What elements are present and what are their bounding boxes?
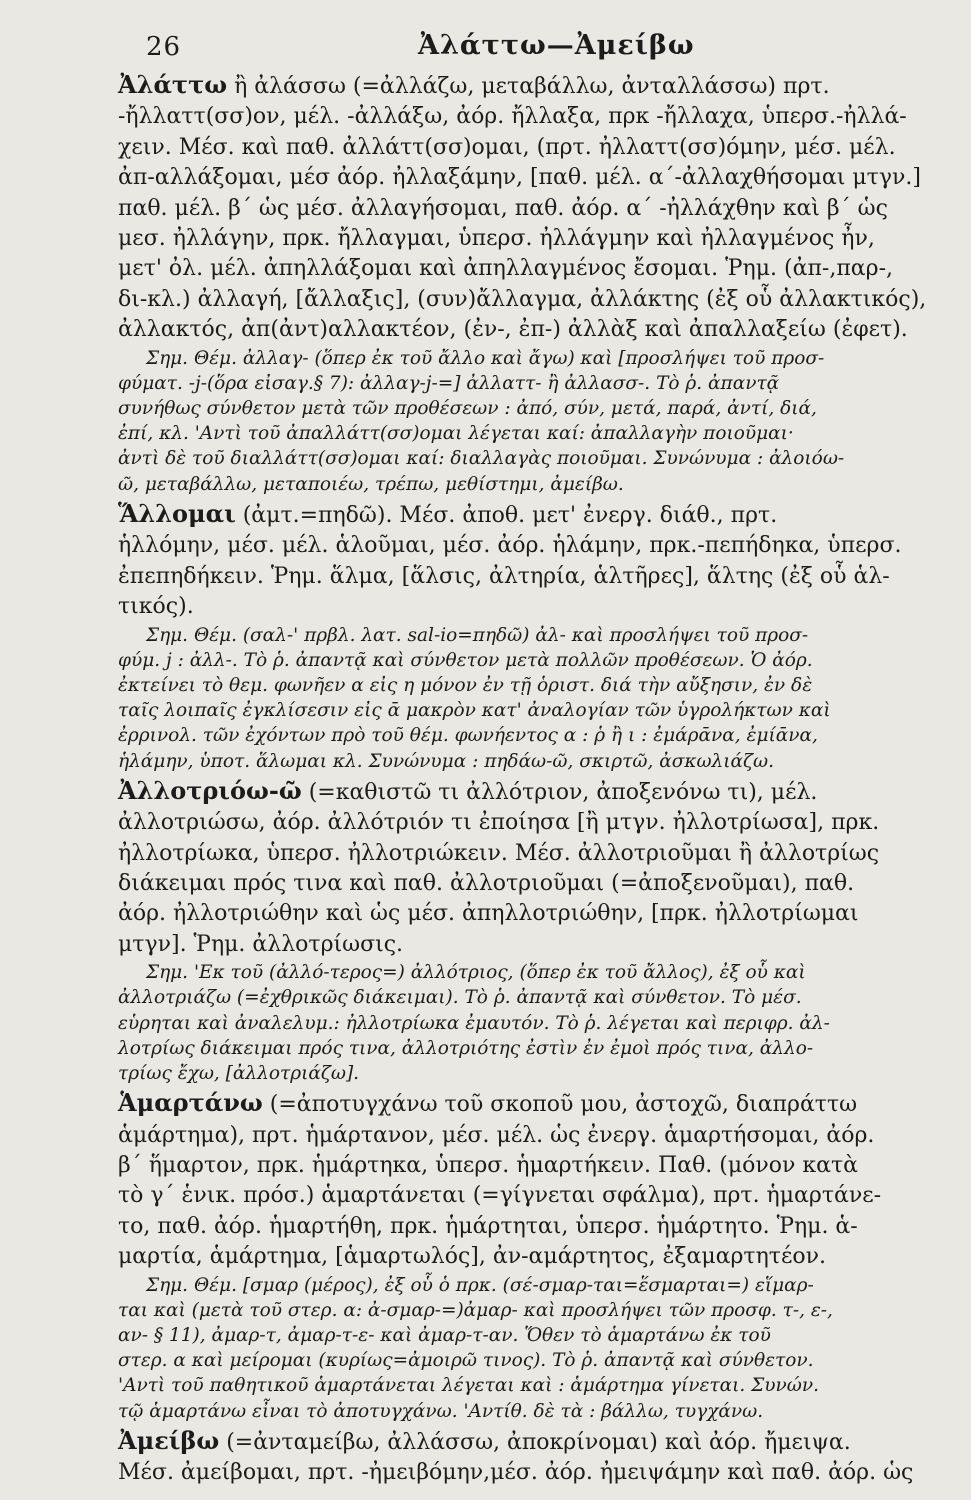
note-line: Σημ. 'Εκ τοῦ (ἀλλό-τερος=) ἀλλότριος, (ὅπερ ἐκ τοῦ ἄλλος), ἐξ οὗ καὶ (146, 962, 806, 984)
note-line: Σημ. Θέμ. (σαλ-' πρβλ. λατ. sal-io=πηδῶ) ἀλ- καὶ προσλήψει τοῦ προσ- (146, 624, 809, 646)
entry-line: παθ. μέλ. β΄ ὡς μέσ. ἀλλαγήσομαι, παθ. ἀόρ. α΄ -ἠλλάχθην καὶ β΄ ὡς (118, 195, 888, 221)
page-header (118, 18, 933, 70)
note-line: ἐκτείνει τὸ θεμ. φωνῆεν α εἰς η μόνον ἐν τῇ ὁριστ. διά τὴν αὔξησιν, ἐν δὲ (118, 674, 813, 696)
entry-ameibo (118, 1426, 933, 1489)
entry-lemma: Ἀλάττω (118, 70, 228, 99)
entry-lemma: Ἀμείβω (118, 1425, 220, 1455)
note-line: τῷ ἁμαρτάνω εἶναι τὸ ἀποτυγχάνω. 'Αντίθ. δὲ τὰ : βάλλω, τυγχάνω. (118, 1400, 764, 1422)
entry-line: ἡλλόμην, μέσ. μέλ. ἁλοῦμαι, μέσ. ἀόρ. ἡλάμην, πρκ.-πεπήδηκα, ὑπερσ. (118, 533, 902, 559)
entry-line: μαρτία, ἁμάρτημα, [ἁμαρτωλός], ἀν-αμάρτητος, ἐξαμαρτητέον. (118, 1244, 826, 1270)
entry-lemma: Ἅλλομαι (118, 498, 236, 528)
entry-line: το, παθ. ἀόρ. ἡμαρτήθη, πρκ. ἡμάρτηται, ὑπερσ. ἡμάρτητο. Ῥημ. ἁ- (118, 1213, 858, 1239)
note-line: ται καὶ (μετὰ τοῦ στερ. α: ἀ-σμαρ-=)ἀμαρ- καὶ προσλήψει τῶν προσφ. τ-, ε-, (118, 1299, 833, 1321)
note-line: εὑρηται καὶ ἀναλελυμ.: ἠλλοτρίωκα ἐμαυτόν. Τὸ ῥ. λέγεται καὶ περιφρ. ἀλ- (118, 1012, 830, 1034)
entry-line: διάκειμαι πρός τινα καὶ παθ. ἀλλοτριοῦμαι (=ἀποξενοῦμαι), παθ. (118, 870, 855, 896)
note-line: τρίως ἔχω, [ἀλλοτριάζω]. (118, 1062, 360, 1084)
entry-line: ἀπ-αλλάξομαι, μέσ ἀόρ. ἠλλαξάμην, [παθ. μέλ. α΄-ἀλλαχθήσομαι μτγν.] (118, 165, 921, 191)
running-head: Ἀλάττω—Ἀμείβω (418, 30, 695, 61)
entry-line: ἀόρ. ἠλλοτριώθην καὶ ὡς μέσ. ἀπηλλοτριώθην, [πρκ. ἠλλοτρίωμαι (118, 901, 859, 927)
entries (118, 70, 933, 1489)
entry-line: β΄ ἥμαρτον, πρκ. ἡμάρτηκα, ὑπερσ. ἡμαρτήκειν. Παθ. (μόνον κατὰ (118, 1152, 859, 1178)
entry-allatto (118, 70, 933, 497)
note-line: ἡλάμην, ὑποτ. ἅλωμαι κλ. Συνώνυμα : πηδάω-ῶ, σκιρτῶ, ἀσκωλιάζω. (118, 750, 775, 772)
entry-lemma: Ἁμαρτάνω (118, 1088, 263, 1118)
entry-line: -ἤλλαττ(σσ)ον, μέλ. -ἀλλάξω, ἀόρ. ἤλλαξα, πρκ -ἤλλαχα, ὑπερσ.-ἠλλά- (118, 104, 907, 130)
entry-line: ἢ ἀλάσσω (=ἀλλάζω, μεταβάλλω, ἀνταλλάσσω) πρτ. (234, 74, 830, 99)
entry-line: τὸ γ΄ ἑνικ. πρόσ.) ἁμαρτάνεται (=γίγνεται σφάλμα), πρτ. ἡμαρτάνε- (118, 1183, 882, 1209)
note-line: ἀντὶ δὲ τοῦ διαλλάττ(σσ)ομαι καί: διαλλαγὰς ποιοῦμαι. Συνώνυμα : ἀλοιόω- (118, 448, 845, 470)
note-line: ἀλλοτριάζω (=ἐχθρικῶς διάκειμαι). Τὸ ῥ. ἀπαντᾷ καὶ σύνθετον. Τὸ μέσ. (118, 987, 802, 1009)
entry-line: ἀλλακτός, ἀπ(ἀντ)αλλακτέον, (ἐν-, ἐπ-) ἀλλὰξ καὶ ἀπαλλαξείω (ἐφετ). (118, 317, 908, 343)
entry-line: μεσ. ἠλλάγην, πρκ. ἤλλαγμαι, ὑπερσ. ἠλλάγμην καὶ ἠλλαγμένος ἦν, (118, 226, 875, 252)
note-line: φύμ. j : ἀλλ-. Τὸ ῥ. ἀπαντᾷ καὶ σύνθετον μετὰ πολλῶν προθέσεων. Ὁ ἀόρ. (118, 649, 813, 671)
note-line: Σημ. Θέμ. [σμαρ (μέρος), ἐξ οὗ ὁ πρκ. (σέ-σμαρ-ται=ἕσμαρται=) εἵμαρ- (146, 1274, 814, 1296)
note-line: Σημ. Θέμ. ἀλλαγ- (ὅπερ ἐκ τοῦ ἄλλο καὶ ἄγω) καὶ [προσλήψει τοῦ προσ- (146, 347, 825, 369)
entry-line: τικός). (118, 594, 194, 620)
note-line: ἐπί, κλ. 'Αντὶ τοῦ ἀπαλλάττ(σσ)ομαι λέγεται καί: ἀπαλλαγὴν ποιοῦμαι· (118, 423, 794, 445)
note-line: ῶ, μεταβάλλω, μεταποιέω, τρέπω, μεθίστημι, ἀμείβω. (118, 473, 624, 495)
entry-line: (=ἀνταμείβω, ἀλλάσσω, ἀποκρίνομαι) καὶ ἀόρ. ἤμειψα. (226, 1429, 851, 1455)
note-line: συνήθως σύνθετον μετὰ τῶν προθέσεων : ἀπό, σύν, μετά, παρά, ἀντί, διά, (118, 398, 817, 420)
note-line: λοτρίως διάκειμαι πρός τινα, ἀλλοτριότης ἐστὶν ἐν ἐμοὶ πρός τινα, ἀλλο- (118, 1037, 814, 1059)
entry-line: ἐπεπηδήκειν. Ῥημ. ἅλμα, [ἅλσις, ἀλτηρία, ἁλτῆρες], ἅλτης (ἐξ οὗ ἁλ- (118, 563, 890, 589)
note-line: 'Αντὶ τοῦ παθητικοῦ ἁμαρτάνεται λέγεται καὶ : ἁμάρτημα γίνεται. Συνών. (118, 1375, 819, 1397)
entry-allomai (118, 499, 933, 774)
entry-line: δι-κλ.) ἀλλαγή, [ἄλλαξις], (συν)ἄλλαγμα, ἀλλάκτης (ἐξ οὗ ἀλλακτικός), (118, 286, 927, 312)
entry-line: Μέσ. ἀμείβομαι, πρτ. -ἠμειβόμην,μέσ. ἀόρ. ἠμειψάμην καὶ παθ. ἀόρ. ὡς (118, 1460, 914, 1486)
entry-line: ἠλλοτρίωκα, ὑπερσ. ἠλλοτριώκειν. Μέσ. ἀλλοτριοῦμαι ἢ ἀλλοτρίως (118, 840, 880, 866)
note-line: φύματ. -j-(ὅρα εἰσαγ.§ 7): ἀλλαγ-j-=] ἀλλαττ- ἢ ἀλλασσ-. Τὸ ῥ. ἀπαντᾷ (118, 372, 780, 394)
note-line: στερ. α καὶ μείρομαι (κυρίως=ἀμοιρῶ τινος). Τὸ ῥ. ἀπαντᾷ καὶ σύνθετον. (118, 1350, 814, 1372)
entry-line: χειν. Μέσ. καὶ παθ. ἀλλάττ(σσ)ομαι, (πρτ. ἠλλαττ(σσ)όμην, μέσ. μέλ. (118, 134, 896, 160)
entry-line: (ἀμτ.=πηδῶ). Μέσ. ἀποθ. μετ' ἐνεργ. διάθ., πρτ. (242, 502, 778, 528)
entry-line: μετ' ὀλ. μέλ. ἀπηλλάξομαι καὶ ἀπηλλαγμένος ἔσομαι. Ῥημ. (ἀπ-,παρ-, (118, 256, 894, 282)
entry-line: ἀλλοτριώσω, ἀόρ. ἀλλότριόν τι ἐποίησα [ἢ μτγν. ἠλλοτρίωσα], πρκ. (118, 810, 880, 836)
entry-line: μτγν]. Ῥημ. ἀλλοτρίωσις. (118, 931, 404, 957)
note-line: αν- § 11), ἀμαρ-τ, ἀμαρ-τ-ε- καὶ ἀμαρ-τ-αν. Ὅθεν τὸ ἁμαρτάνω ἐκ τοῦ (118, 1325, 771, 1347)
entry-allotrioo (118, 776, 933, 1086)
entry-hamartano (118, 1088, 933, 1424)
page-number: 26 (146, 32, 182, 62)
entry-line: ἁμάρτημα), πρτ. ἡμάρτανον, μέσ. μέλ. ὡς ἐνεργ. ἁμαρτήσομαι, ἀόρ. (118, 1122, 875, 1148)
entry-line: (=καθιστῶ τι ἀλλότριον, ἀποξενόνω τι), μέλ. (308, 779, 818, 805)
entry-lemma: Ἀλλοτριόω-ῶ (118, 775, 302, 805)
note-line: ταῖς λοιπαῖς ἐγκλίσεσιν εἰς ᾱ μακρὸν κατ' ἀναλογίαν τῶν ὑγρολήκτων καὶ (118, 700, 831, 722)
note-line: ἐρρινολ. τῶν ἐχόντων πρὸ τοῦ θέμ. φωνήεντος α : ῥ ἢ ι : ἐμάρᾱνα, ἐμίᾱνα, (118, 725, 818, 747)
entry-line: (=ἀποτυγχάνω τοῦ σκοποῦ μου, ἀστοχῶ, διαπράττω (269, 1092, 858, 1118)
